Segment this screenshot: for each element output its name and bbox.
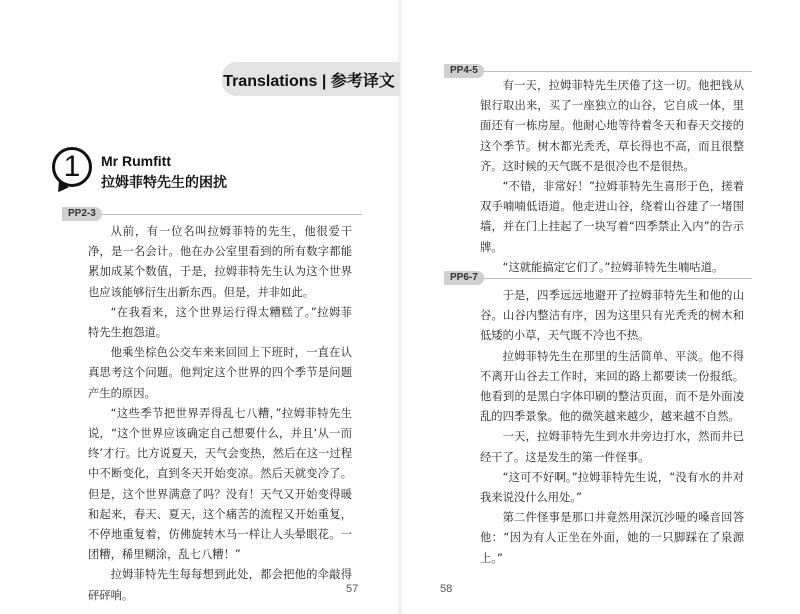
right-page	[400, 0, 800, 614]
paragraph: “这可不好啊。”拉姆菲特先生说，“没有水的井对我来说没什么用处。”	[480, 470, 744, 505]
paragraph: 他乘坐棕色公交车来来回回上下班时，一直在认真思考这个问题。他判定这个世界的四个季节是问题产生的原因。	[88, 346, 352, 400]
paragraph: 一天，拉姆菲特先生到水井旁边打水，然而井已经干了。这是发生的第一件怪事。	[480, 430, 744, 464]
paragraph: 第二件怪事是那口井竟然用深沉沙哑的嗓音回答他：“因为有人正坐在外面，她的一只脚踩在了泉源上。”	[480, 511, 744, 565]
page-number: 58	[440, 583, 453, 595]
section-rule	[62, 214, 362, 215]
paragraph: 拉姆菲特先生在那里的生活简单、平淡。他不得不离开山谷去工作时，来回的路上都要读一份报纸。他看到的是黑白字体印刷的整洁页面，而不是外面凌乱的四季景象。他的微笑越来越少，越来越不自然。	[480, 349, 744, 424]
section-tag-pp2-3: PP2-3	[62, 207, 102, 221]
paragraph: 拉姆菲特先生每每想到此处，都会把他的伞敲得砰砰响。	[88, 568, 352, 602]
paragraph: “不错，非常好！”拉姆菲特先生喜形于色，搓着双手喃喃低语道。他走进山谷，绕着山谷建了一堵围墙，并在门上挂起了一块写着“四季禁止入内”的告示牌。	[480, 180, 744, 254]
chapter-number-badge: 1	[52, 147, 92, 187]
paragraph: “在我看来，这个世界运行得太糟糕了。”拉姆菲特先生抱怨道。	[88, 305, 352, 340]
section-tag-pp4-5: PP4-5	[444, 64, 484, 78]
paragraph: 从前，有一位名叫拉姆菲特的先生，他很爱干净，是一名会计。他在办公室里看到的所有数字都能累加成某个数值，于是，拉姆菲特先生认为这个世界也应该能够衍生出新东西。但是，并非如此。	[88, 225, 352, 299]
translations-header: Translations | 参考译文	[222, 62, 400, 96]
story-text-pp2-3	[88, 222, 352, 606]
section-tag-pp6-7: PP6-7	[444, 271, 484, 285]
chapter-title-zh: 拉姆菲特先生的困扰	[101, 175, 227, 191]
chapter-title-en: Mr Rumfitt	[101, 153, 171, 169]
section-rule	[444, 278, 752, 279]
section-rule	[444, 71, 752, 72]
paragraph: 有一天，拉姆菲特先生厌倦了这一切。他把钱从银行取出来，买了一座独立的山谷，它自成一体，里面还有一栋房屋。他耐心地等待着冬天和春天交接的这个季节。树木都光秃秃，草长得也不高，而且很整齐。这时候的天气既不是很冷也不是很热。	[480, 79, 744, 173]
paragraph: 于是，四季远远地避开了拉姆菲特先生和他的山谷。山谷内整洁有序，因为这里只有光秃秃的树木和低矮的小草，天气既不冷也不热。	[480, 289, 744, 343]
paragraph: “这就能搞定它们了。”拉姆菲特先生喃咕道。	[502, 260, 724, 274]
story-text-pp6-7	[480, 286, 744, 569]
page-number: 57	[346, 583, 359, 595]
paragraph: “这些季节把世界弄得乱七八糟，”拉姆菲特先生说，“这个世界应该确定自己想要什么，并且‘从一而终’才行。比方说夏天，天气会变热，然后在这一过程中不断变化，直到冬天开始变凉。然后天就变冷了。但是，这个世界满意了吗？没有！天气又开始变得暖和起来，春天、夏天，这个痛苦的流程又开始重复，不停地重复着，仿佛旋转木马一样让人头晕眼花。一团糟，稀里糊涂，乱七八糟！”	[88, 406, 352, 562]
story-text-pp4-5	[480, 76, 744, 278]
